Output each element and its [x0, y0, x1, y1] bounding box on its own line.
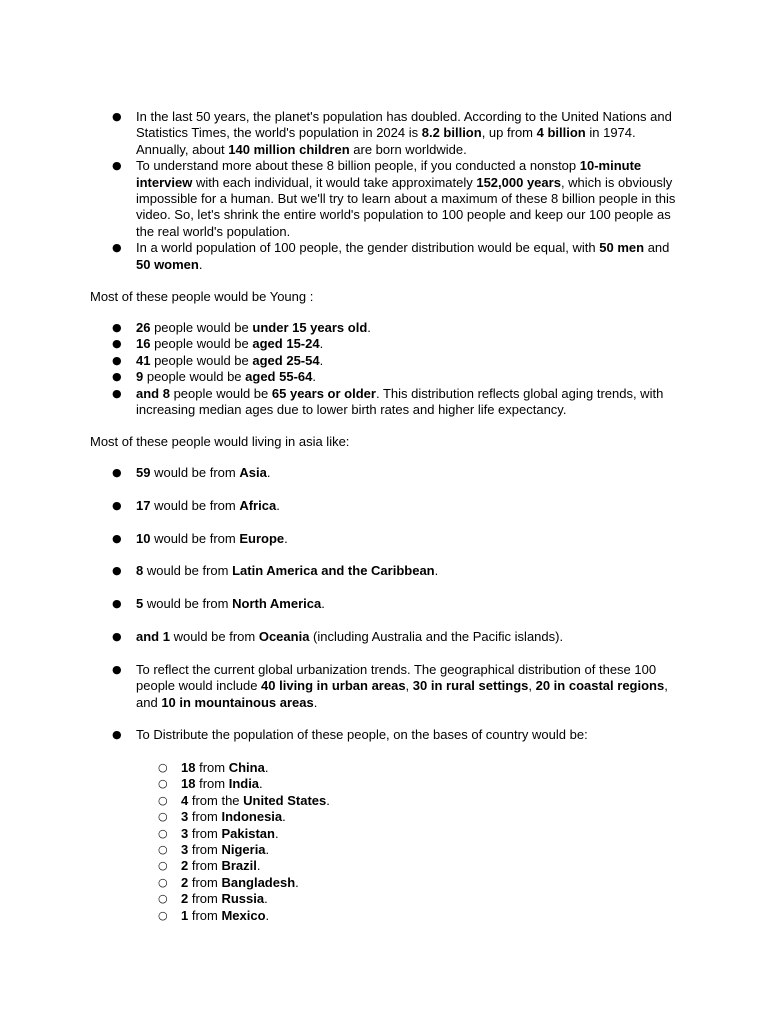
intro-item: ● To understand more about these 8 billion people, if you conducted a nonstop 10-minute interview with each individual, it would take approximately 152,000 years, which is obviously impossible for a human. But we'll try to learn about a maximum of these 8 billion people in this video. So, let's shrink the entire world's population to 100 people and keep our 100 people as the real world's population. [0, 158, 768, 240]
country-item: ○ 18 from China. [0, 760, 768, 776]
age-item: ● 16 people would be aged 15-24. [0, 336, 768, 352]
intro-list [0, 109, 768, 273]
country-item: ○ 3 from Nigeria. [0, 842, 768, 858]
age-heading: Most of these people would be Young : [90, 289, 314, 304]
region-item: ● and 1 would be from Oceania (including Australia and the Pacific islands). [0, 629, 768, 645]
region-item: ● 5 would be from North America. [0, 596, 768, 612]
urbanization-item: ● To reflect the current global urbanization trends. The geographical distribution of these 100 people would include 40 living in urban areas, 30 in rural settings, 20 in coastal regions, and 10 in mountainous areas. [0, 662, 768, 711]
intro-item: ● In the last 50 years, the planet's population has doubled. According to the United Nations and Statistics Times, the world's population in 2024 is 8.2 billion, up from 4 billion in 1974. Annually, about 140 million children are born worldwide. [0, 109, 768, 158]
country-item: ○ 3 from Pakistan. [0, 826, 768, 842]
country-item: ○ 1 from Mexico. [0, 908, 768, 924]
country-item: ○ 2 from Brazil. [0, 858, 768, 874]
age-item: ● 41 people would be aged 25-54. [0, 353, 768, 369]
country-item: ○ 3 from Indonesia. [0, 809, 768, 825]
region-item: ● 59 would be from Asia. [0, 465, 768, 481]
country-list [0, 760, 768, 924]
region-item: ● 17 would be from Africa. [0, 498, 768, 514]
country-intro-item: ● To Distribute the population of these people, on the bases of country would be: [0, 727, 768, 743]
country-item: ○ 18 from India. [0, 776, 768, 792]
region-list [0, 465, 768, 760]
region-item: ● 10 would be from Europe. [0, 531, 768, 547]
age-item: ● and 8 people would be 65 years or older. This distribution reflects global aging trends, with increasing median ages due to lower birth rates and higher life expectancy. [0, 386, 768, 419]
age-item: ● 26 people would be under 15 years old. [0, 320, 768, 336]
country-item: ○ 2 from Bangladesh. [0, 875, 768, 891]
region-item: ● 8 would be from Latin America and the Caribbean. [0, 563, 768, 579]
age-item: ● 9 people would be aged 55-64. [0, 369, 768, 385]
country-item: ○ 2 from Russia. [0, 891, 768, 907]
intro-item: ● In a world population of 100 people, the gender distribution would be equal, with 50 men and 50 women. [0, 240, 768, 273]
age-list [0, 320, 768, 418]
region-heading: Most of these people would living in asia like: [90, 434, 350, 449]
country-item: ○ 4 from the United States. [0, 793, 768, 809]
